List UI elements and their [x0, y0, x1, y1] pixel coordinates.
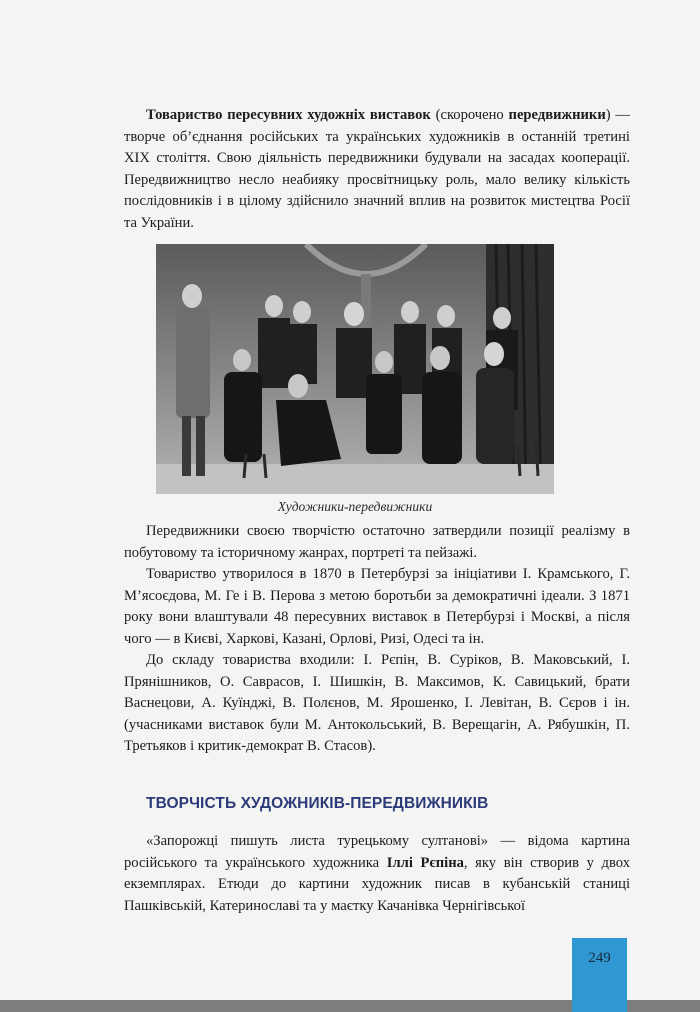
intro-term: Товариство пересувних художніх виставок [146, 107, 431, 123]
body-text [124, 521, 630, 758]
paragraph: Передвижники своєю творчістю остаточно затвердили позиції реалізму в побутовому та історичному жанрах, портреті та пейзажі. [124, 523, 630, 561]
closing-lead: «Запорожці пишуть листа турецькому султанові» — відома картина російського та українського художника [124, 833, 630, 871]
group-photo-icon [156, 244, 554, 494]
closing-artist: Іллі Рєпіна [386, 854, 464, 871]
group-photo [156, 244, 554, 494]
paragraph: Товариство утворилося в 1870 в Петербурзі за ініціативи І. Крамського, Г. М’ясоєдова, М. Ге і В. Перова з метою боротьби за демократичні ідеали. З 1871 року вони влаштували 48 пересувних виставок в Петербурзі і Москві, а після чого — в Києві, Харкові, Казані, Орлові, Ризі, Одесі та ін. [124, 566, 630, 647]
intro-rest: ) — творче об’єднання російських та українських художників в останній третині XIX століття. Свою діяльність передвижники будували на засадах кооперації. Передвижництво несло неабияку просвітницьку роль, мало велику кількість послідовників і в цілому здійснило значний вплив на розвиток мистецтва Росії та України. [124, 107, 631, 231]
intro-short-name: передвижники [508, 107, 606, 123]
page-number: 249 [588, 950, 611, 966]
intro-aside: (скорочено [430, 107, 509, 123]
intro-paragraph [124, 105, 630, 234]
closing-paragraph [124, 831, 630, 917]
section-heading: ТВОРЧІСТЬ ХУДОЖНИКІВ-ПЕРЕДВИЖНИКІВ [146, 795, 489, 812]
photo-caption: Художники-передвижники [277, 499, 433, 514]
closing-rest: , яку він створив у двох екземплярах. Етюди до картини художник писав в кубанській станиці Пашківській, Катеринославі та у маєтку Качанівка Чернігівської [124, 854, 630, 914]
paragraph: До складу товариства входили: І. Рєпін, В. Суріков, В. Маковський, І. Прянішников, О. Саврасов, І. Шишкін, В. Максимов, К. Савицький, брати Васнецови, А. Куїнджі, В. Полєнов, М. Ярошенко, І. Левітан, В. Сєров і ін. (учасниками виставок були М. Антокольський, В. Верещагін, А. Рябушкін, П. Третьяков і критик-демократ В. Стасов). [124, 652, 630, 754]
